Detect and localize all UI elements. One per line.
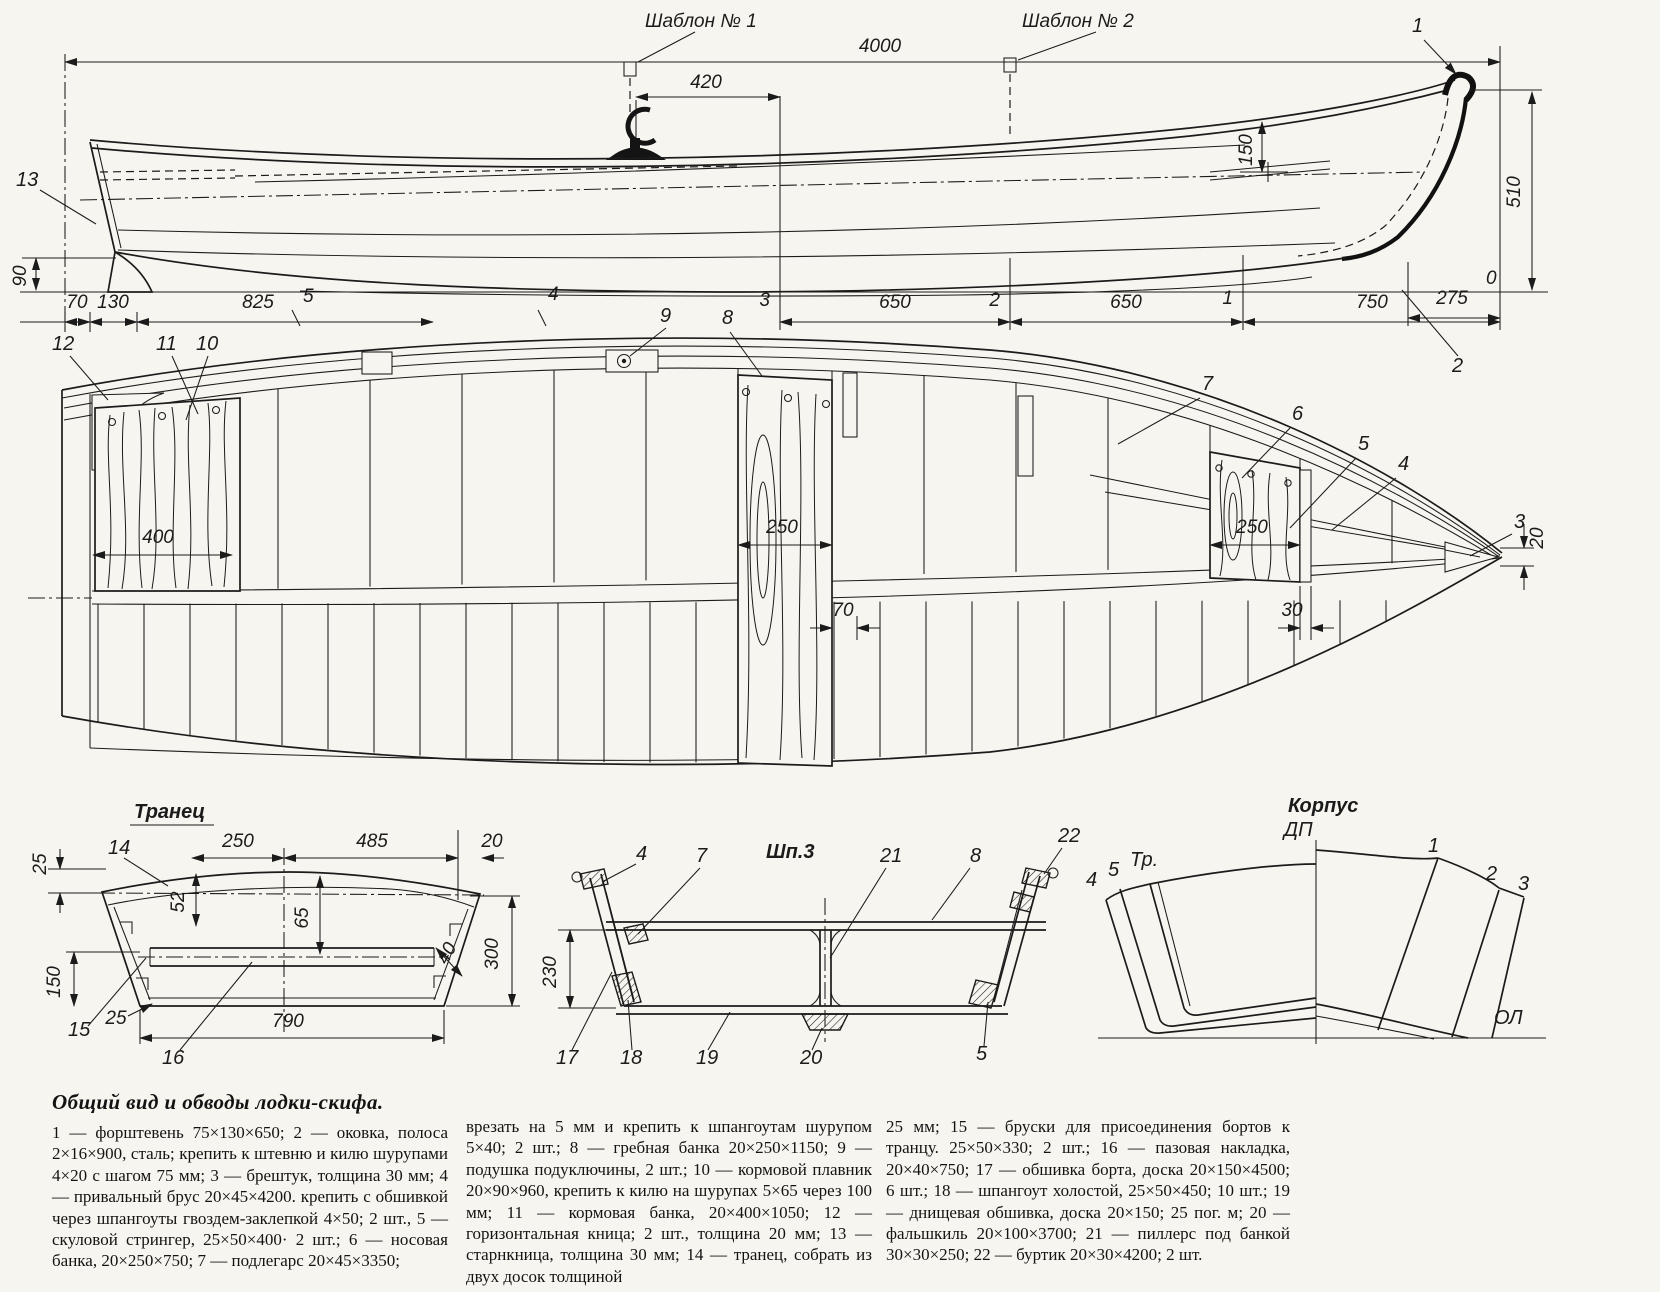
dim-650-a: 650 xyxy=(879,292,911,313)
callout-sect-8: 8 xyxy=(970,845,982,867)
dim-20-plan: 20 xyxy=(1527,527,1548,549)
dim-40: 40 xyxy=(432,939,462,968)
body-plan xyxy=(1086,795,1546,1044)
callout-4: 4 xyxy=(1398,453,1410,475)
body-label-tr: Тр. xyxy=(1130,849,1159,871)
oarlock-pad xyxy=(606,350,658,372)
dim-750: 750 xyxy=(1356,292,1388,313)
transom-title: Транец xyxy=(134,801,206,823)
dim-30-plan: 30 xyxy=(1281,600,1303,621)
callout-sect-22: 22 xyxy=(1058,825,1081,847)
baseline-zero: 0 xyxy=(1486,268,1497,289)
callout-8: 8 xyxy=(722,307,734,329)
callout-3: 3 xyxy=(1514,511,1526,533)
dim-70: 70 xyxy=(66,292,88,313)
dim-485: 485 xyxy=(356,831,388,852)
dim-510: 510 xyxy=(1504,176,1525,208)
dim-275: 275 xyxy=(1436,288,1468,309)
dim-90: 90 xyxy=(10,265,31,287)
callout-15: 15 xyxy=(68,1019,91,1041)
body-label-1: 1 xyxy=(1428,835,1440,857)
body-label-3: 3 xyxy=(1518,873,1530,895)
callout-14: 14 xyxy=(108,837,131,859)
dim-70-plan: 70 xyxy=(832,600,854,621)
plan-view-top xyxy=(28,305,1548,790)
template-1-label: Шаблон № 1 xyxy=(645,11,757,32)
template-2-label: Шаблон № 2 xyxy=(1022,11,1134,32)
body-label-4: 4 xyxy=(1086,869,1098,891)
callout-sect-5: 5 xyxy=(976,1043,988,1065)
transom-view xyxy=(30,801,520,1069)
callout-9: 9 xyxy=(660,305,672,327)
dim-250-rowing-seat: 250 xyxy=(766,517,798,538)
caption-column-2: врезать на 5 мм и крепить к шпангоутам шурупом 5×40; 2 шт.; 8 — гребная банка 20×250×1150; 9 — подушка подуключины, 2 шт.; 10 — кормовой плавник 20×90×960, крепить к килю на шурупах 5×65 через 100 мм; 11 — кормовая банка, 20×400×1050; 12 — горизонтальная кница; 2 шт., толщина 20 мм; 13 — старнкница, толщина 30 мм; 14 — транец, собрать из двух досок толщиной xyxy=(466,1117,872,1286)
callout-sect-18: 18 xyxy=(620,1047,643,1069)
station-5: 5 xyxy=(303,286,314,307)
body-label-5: 5 xyxy=(1108,859,1120,881)
baseline-label: ОЛ xyxy=(1494,1007,1523,1029)
callout-7: 7 xyxy=(1202,373,1214,395)
dim-250-transom: 250 xyxy=(222,831,254,852)
caption-title: Общий вид и обводы лодки-скифа. xyxy=(52,1090,384,1114)
dim-825: 825 xyxy=(242,292,274,313)
body-plan-title: Корпус xyxy=(1288,795,1359,817)
callout-12: 12 xyxy=(52,333,75,355)
dim-150-transom: 150 xyxy=(44,966,65,998)
station-2: 2 xyxy=(989,290,1000,311)
callout-sect-19: 19 xyxy=(696,1047,719,1069)
callout-11: 11 xyxy=(156,333,177,355)
dim-150: 150 xyxy=(1236,134,1257,166)
station-1: 1 xyxy=(1222,288,1233,309)
callout-6: 6 xyxy=(1292,403,1304,425)
dim-130: 130 xyxy=(97,292,129,313)
callout-sect-4: 4 xyxy=(636,843,648,865)
dim-230: 230 xyxy=(540,956,561,988)
station-4: 4 xyxy=(548,284,559,305)
callout-sect-7: 7 xyxy=(696,845,708,867)
caption-column-1: 1 — форштевень 75×130×650; 2 — оковка, полоса 2×16×900, сталь; крепить к штевню и килю шурупами 4×20 с шагом 75 мм; 3 — брештук, толщина 30 мм; 4 — привальный брус 20×45×4200. крепить с обшивкой через шпангоуты гвоздем-заклепкой 4×50; 2 шт., 5 — скуловой стрингер, 25×50×400· 2 шт.; 6 — носовая банка, 20×250×750; 7 — подлегарс 20×45×3350; xyxy=(52,1123,448,1271)
callout-16: 16 xyxy=(162,1047,185,1069)
callout-sect-20: 20 xyxy=(800,1047,823,1069)
dim-20-transom: 20 xyxy=(481,831,503,852)
dim-420: 420 xyxy=(690,72,722,93)
callout-13: 13 xyxy=(16,169,39,191)
callout-5: 5 xyxy=(1358,433,1370,455)
dim-650-b: 650 xyxy=(1110,292,1142,313)
side-view-profile xyxy=(10,11,1548,377)
dim-250-bow-seat: 250 xyxy=(1236,517,1268,538)
frame-3-section xyxy=(540,825,1080,1069)
body-label-2: 2 xyxy=(1486,863,1498,885)
callout-2: 2 xyxy=(1452,355,1464,377)
callout-1: 1 xyxy=(1412,15,1424,37)
dim-52: 52 xyxy=(168,891,189,913)
callout-sect-21: 21 xyxy=(880,845,903,867)
section-title: Шп.3 xyxy=(766,841,815,863)
rowing-seat xyxy=(738,375,832,766)
callout-10: 10 xyxy=(196,333,219,355)
stern-seat xyxy=(95,398,240,591)
dim-25-bottom: 25 xyxy=(105,1008,127,1029)
callout-sect-17: 17 xyxy=(556,1047,579,1069)
dim-4000: 4000 xyxy=(858,36,902,57)
station-3: 3 xyxy=(759,290,770,311)
centerline-label: ДП xyxy=(1284,819,1313,841)
dim-65: 65 xyxy=(292,907,313,929)
dim-25-top: 25 xyxy=(30,853,51,875)
dim-300: 300 xyxy=(482,938,503,970)
caption-column-3: 25 мм; 15 — бруски для присоединения бортов к транцу. 25×50×330; 2 шт.; 16 — пазовая накладка, 20×40×750; 17 — обшивка борта, доска 20×150×4500; 6 шт.; 18 — шпангоут холостой, 25×50×450; 10 шт.; 19 — днищевая обшивка, доска 20×150; 25 пог. м; 20 — фальшкиль 20×100×3700; 21 — пиллерс под банкой 30×30×250; 22 — буртик 20×30×4200; 2 шт. xyxy=(886,1117,1290,1265)
dim-400: 400 xyxy=(142,527,174,548)
dim-790: 790 xyxy=(272,1011,304,1032)
